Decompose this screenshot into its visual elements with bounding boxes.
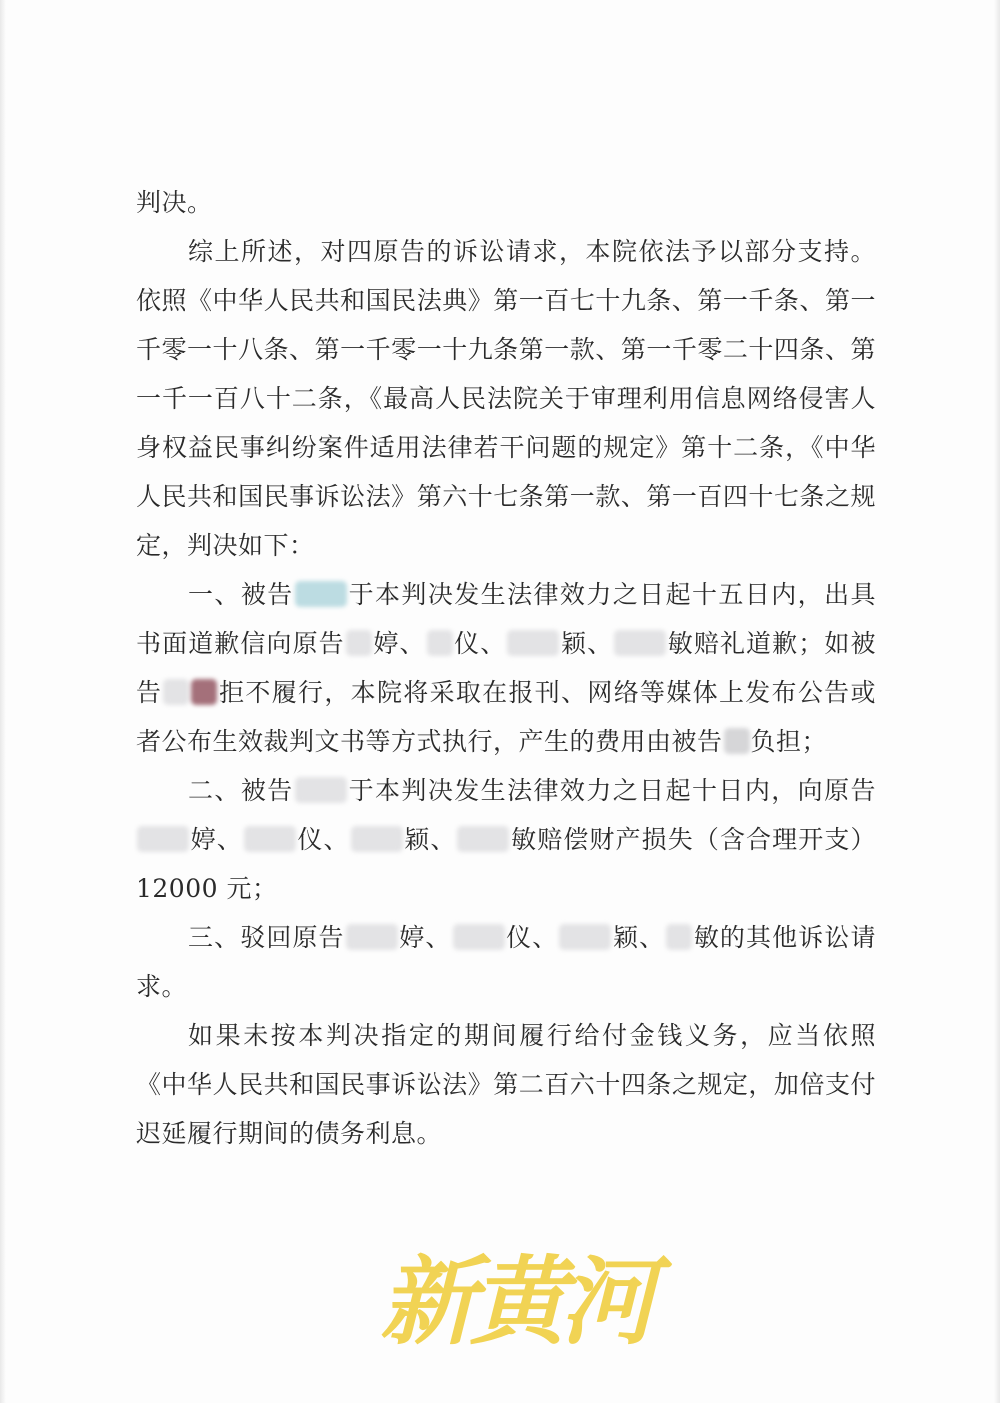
text-run: 负担； [750, 727, 828, 756]
redacted-name-block [244, 826, 296, 852]
text-run: 判决。 [136, 188, 213, 217]
text-run: 仪、 [453, 629, 507, 658]
text-run: 仪、 [296, 825, 350, 854]
xinhuanghe-watermark-logo: 新黄河 [380, 1245, 650, 1358]
paragraph-continuation [136, 178, 876, 227]
paragraph-summary [136, 227, 876, 570]
redacted-name-block [295, 777, 347, 803]
text-run: 颖、 [560, 629, 614, 658]
redacted-name-block [351, 826, 403, 852]
text-run: 仪、 [505, 923, 559, 952]
text-run: 于本判决发生法律效力之日起十五日内，出具书面道歉信向原告 [136, 580, 876, 658]
text-run: 如果未按本判决指定的期间履行给付金钱义务，应当依照《中华人民共和国民事诉讼法》第二百六十四条之规定，加倍支付迟延履行期间的债务利息。 [136, 1021, 876, 1148]
redacted-name-block [453, 924, 505, 950]
text-run: 综上所述，对四原告的诉讼请求，本院依法予以部分支持。依照《中华人民共和国民法典》第一百七十九条、第一千条、第一千零一十八条、第一千零一十九条第一款、第一千零二十四条、第一千一百八十二条，《最高人民法院关于审理利用信息网络侵害人身权益民事纠纷案件适用法律若干问题的规定》第十二条，《中华人民共和国民事诉讼法》第六十七条第一款、第一百四十七条之规定，判决如下： [136, 237, 876, 560]
redacted-name-block [295, 581, 347, 607]
text-run: 拒不履行，本院将采取在报刊、网络等媒体上发布公告或者公布生效裁判文书等方式执行，产生的费用由被告 [136, 678, 876, 756]
redacted-name-block [666, 924, 692, 950]
text-run: 于本判决发生法律效力之日起十日内，向原告 [347, 776, 876, 805]
text-run: 二、被告 [188, 776, 294, 805]
text-run: 敏赔偿财产损失（含合理开支）12000 元； [136, 825, 876, 903]
paragraph-judgment-item-2 [136, 766, 876, 913]
text-run: 一、被告 [188, 580, 294, 609]
redacted-name-block [457, 826, 509, 852]
text-run: 婷、 [190, 825, 243, 854]
redacted-name-block [507, 630, 559, 656]
redacted-name-block [559, 924, 611, 950]
redacted-name-block [724, 728, 750, 754]
text-run: 颖、 [612, 923, 666, 952]
paragraph-judgment-item-3 [136, 913, 876, 1011]
page-left-shadow [0, 0, 6, 1403]
redacted-name-block [614, 630, 666, 656]
redacted-name-block [427, 630, 453, 656]
redacted-name-block [346, 924, 398, 950]
paragraph-judgment-item-1 [136, 570, 876, 766]
redacted-name-block [137, 826, 189, 852]
text-run: 颖、 [403, 825, 457, 854]
judgment-body [136, 178, 876, 1158]
text-run: 婷、 [398, 923, 452, 952]
page-right-shadow [994, 0, 1000, 1403]
paragraph-enforcement-notice [136, 1011, 876, 1158]
text-run: 婷、 [372, 629, 426, 658]
text-run: 敏的其他诉讼请求。 [136, 923, 876, 1001]
redacted-name-block [163, 679, 189, 705]
text-run: 敏赔礼道歉；如被告 [136, 629, 876, 707]
redacted-name-block [191, 679, 217, 705]
redacted-name-block [346, 630, 372, 656]
text-run: 三、驳回原告 [188, 923, 345, 952]
